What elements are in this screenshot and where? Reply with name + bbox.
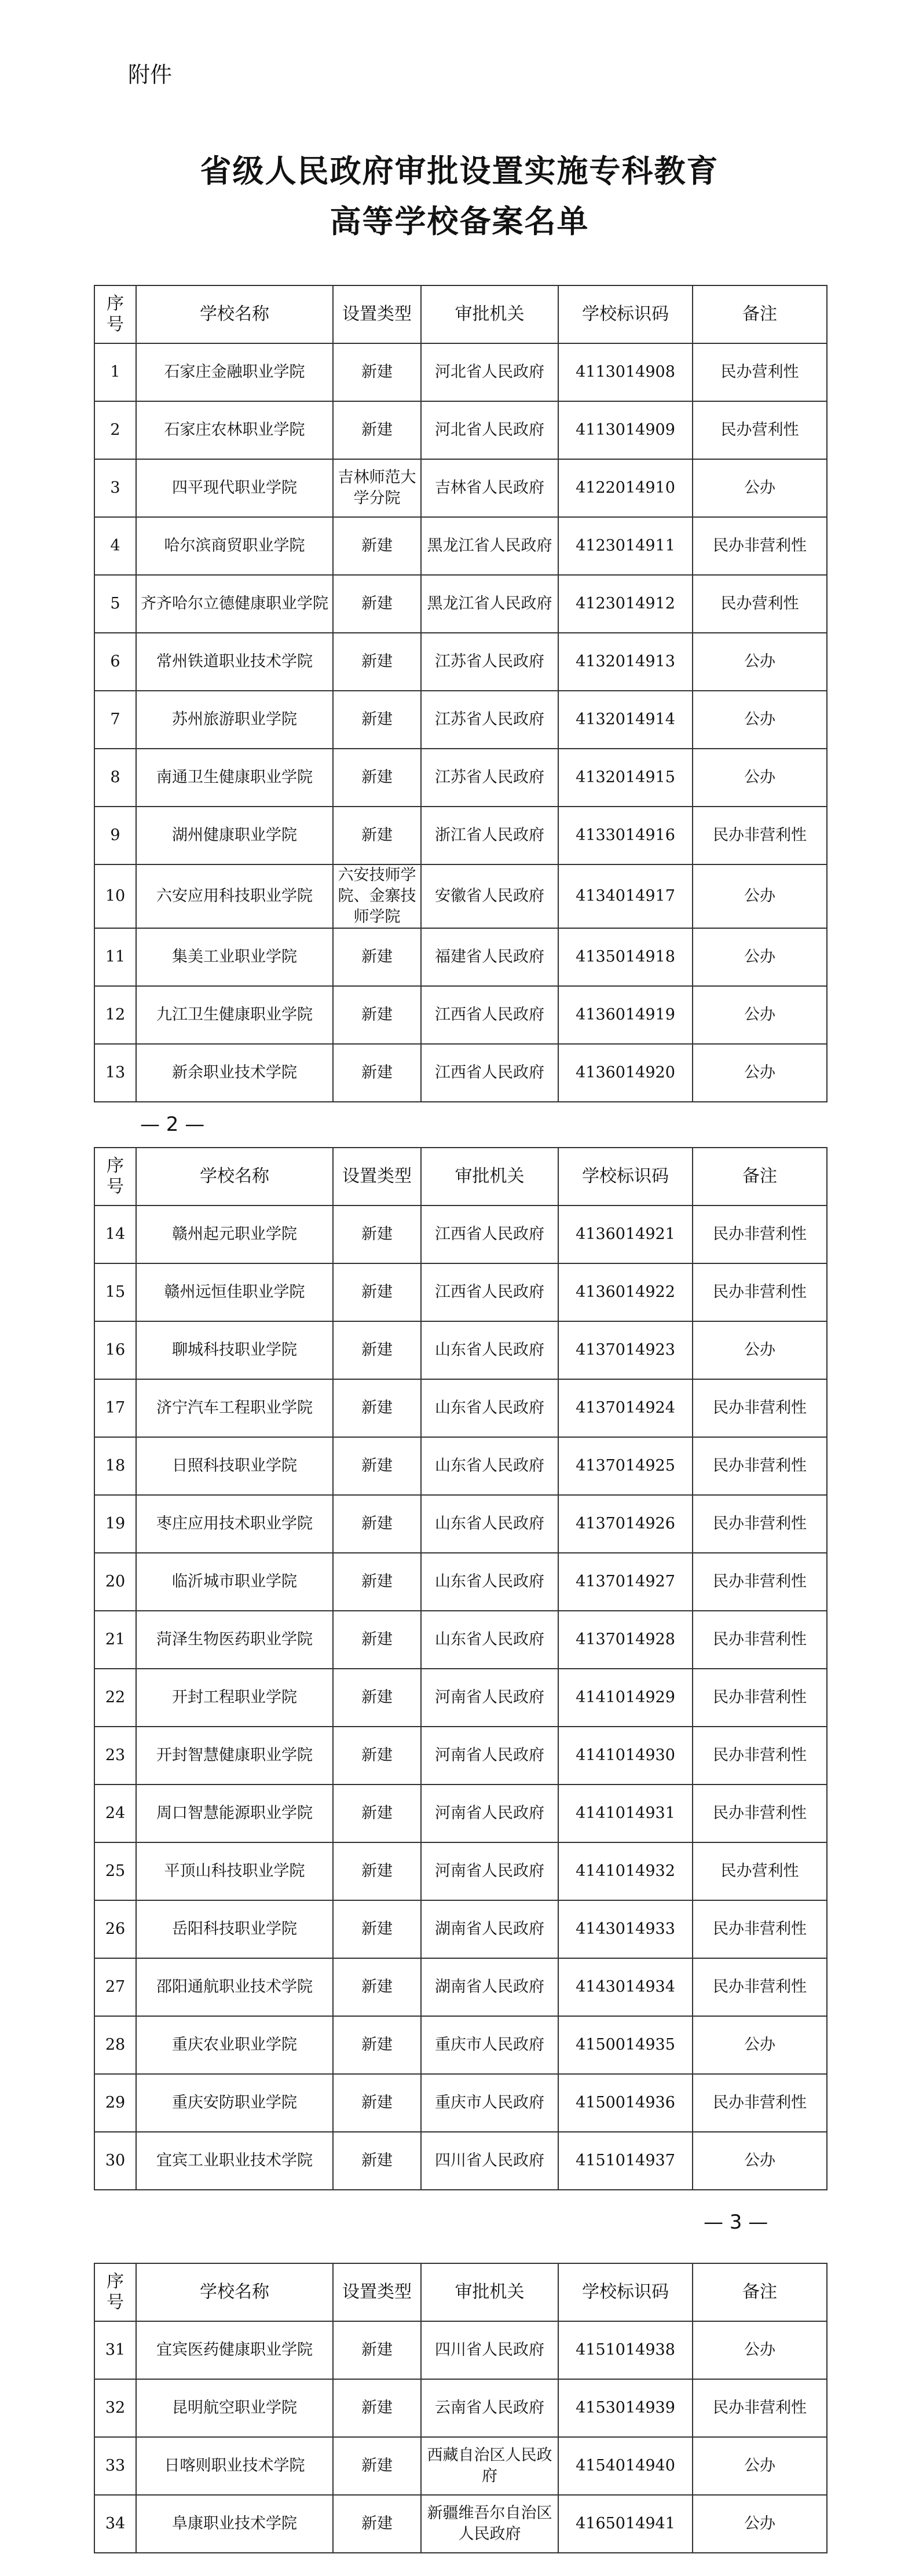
cell-authority: 西藏自治区人民政府: [421, 2437, 558, 2495]
cell-note: 公办: [693, 928, 827, 986]
cell-school-name: 日照科技职业学院: [136, 1437, 333, 1495]
cell-school-name: 平顶山科技职业学院: [136, 1842, 333, 1900]
table-row: [94, 1263, 827, 1321]
table-row: [94, 807, 827, 864]
cell-note: 民办非营利性: [693, 1611, 827, 1669]
cell-note: 民办非营利性: [693, 1958, 827, 2016]
cell-setup-type: 新建: [333, 1727, 421, 1784]
cell-school-code: 4113014908: [558, 343, 693, 401]
cell-seq: 29: [94, 2074, 136, 2132]
cell-school-name: 石家庄农林职业学院: [136, 401, 333, 459]
cell-note: 民办营利性: [693, 575, 827, 633]
header-note: 备注: [693, 1148, 827, 1205]
cell-seq: 8: [94, 749, 136, 807]
cell-setup-type: 新建: [333, 1495, 421, 1553]
cell-school-code: 4137014926: [558, 1495, 693, 1553]
cell-seq: 6: [94, 633, 136, 691]
cell-setup-type: 新建: [333, 2379, 421, 2437]
cell-authority: 山东省人民政府: [421, 1437, 558, 1495]
cell-setup-type: 新建: [333, 2074, 421, 2132]
record-table-page2: [94, 1147, 828, 2190]
cell-school-name: 赣州远恒佳职业学院: [136, 1263, 333, 1321]
cell-school-code: 4132014913: [558, 633, 693, 691]
cell-note: 民办非营利性: [693, 2074, 827, 2132]
cell-school-name: 湖州健康职业学院: [136, 807, 333, 864]
cell-school-name: 周口智慧能源职业学院: [136, 1784, 333, 1842]
cell-authority: 浙江省人民政府: [421, 807, 558, 864]
table-row: [94, 1553, 827, 1611]
cell-school-code: 4137014925: [558, 1437, 693, 1495]
cell-authority: 江苏省人民政府: [421, 691, 558, 749]
cell-note: 公办: [693, 633, 827, 691]
cell-seq: 26: [94, 1900, 136, 1958]
cell-authority: 河南省人民政府: [421, 1842, 558, 1900]
cell-seq: 22: [94, 1669, 136, 1727]
cell-authority: 安徽省人民政府: [421, 864, 558, 928]
cell-note: 公办: [693, 864, 827, 928]
cell-note: 公办: [693, 2321, 827, 2379]
header-code: 学校标识码: [558, 285, 693, 343]
cell-note: 民办非营利性: [693, 1727, 827, 1784]
cell-note: 公办: [693, 459, 827, 517]
cell-seq: 13: [94, 1044, 136, 1102]
cell-seq: 14: [94, 1205, 136, 1263]
cell-authority: 云南省人民政府: [421, 2379, 558, 2437]
cell-note: 公办: [693, 2016, 827, 2074]
document-title-line1: 省级人民政府审批设置实施专科教育: [200, 153, 719, 189]
cell-school-code: 4151014938: [558, 2321, 693, 2379]
cell-seq: 11: [94, 928, 136, 986]
cell-authority: 湖南省人民政府: [421, 1958, 558, 2016]
cell-school-name: 六安应用科技职业学院: [136, 864, 333, 928]
cell-school-name: 赣州起元职业学院: [136, 1205, 333, 1263]
cell-school-name: 邵阳通航职业技术学院: [136, 1958, 333, 2016]
cell-setup-type: 新建: [333, 633, 421, 691]
table-row: [94, 928, 827, 986]
cell-setup-type: 新建: [333, 1379, 421, 1437]
cell-school-code: 4134014917: [558, 864, 693, 928]
cell-seq: 23: [94, 1727, 136, 1784]
table-row: [94, 1044, 827, 1102]
table-row: [94, 2379, 827, 2437]
table-row: [94, 2132, 827, 2190]
cell-school-code: 4137014927: [558, 1553, 693, 1611]
cell-seq: 5: [94, 575, 136, 633]
cell-school-code: 4123014911: [558, 517, 693, 575]
cell-school-code: 4132014914: [558, 691, 693, 749]
cell-school-name: 哈尔滨商贸职业学院: [136, 517, 333, 575]
cell-setup-type: 新建: [333, 1784, 421, 1842]
cell-school-code: 4122014910: [558, 459, 693, 517]
cell-setup-type: 新建: [333, 1437, 421, 1495]
cell-school-code: 4143014933: [558, 1900, 693, 1958]
cell-authority: 河南省人民政府: [421, 1727, 558, 1784]
cell-school-name: 济宁汽车工程职业学院: [136, 1379, 333, 1437]
cell-authority: 河南省人民政府: [421, 1784, 558, 1842]
cell-authority: 江苏省人民政府: [421, 633, 558, 691]
table-header-row: [94, 285, 827, 343]
cell-setup-type: 新建: [333, 517, 421, 575]
table-row: [94, 1958, 827, 2016]
document-title-line2: 高等学校备案名单: [329, 203, 590, 240]
cell-authority: 吉林省人民政府: [421, 459, 558, 517]
header-name: 学校名称: [136, 285, 333, 343]
table-row: [94, 459, 827, 517]
table-row: [94, 1784, 827, 1842]
record-table-page1: [94, 285, 828, 1102]
table-row: [94, 575, 827, 633]
cell-authority: 福建省人民政府: [421, 928, 558, 986]
cell-note: 民办非营利性: [693, 517, 827, 575]
cell-school-name: 阜康职业技术学院: [136, 2495, 333, 2553]
cell-note: 公办: [693, 749, 827, 807]
cell-setup-type: 新建: [333, 1263, 421, 1321]
header-code: 学校标识码: [558, 2263, 693, 2321]
cell-seq: 31: [94, 2321, 136, 2379]
table-row: [94, 864, 827, 928]
cell-note: 公办: [693, 1321, 827, 1379]
cell-school-name: 集美工业职业学院: [136, 928, 333, 986]
cell-authority: 山东省人民政府: [421, 1611, 558, 1669]
table-header-row: [94, 2263, 827, 2321]
cell-setup-type: 新建: [333, 1842, 421, 1900]
cell-school-code: 4151014937: [558, 2132, 693, 2190]
cell-setup-type: 新建: [333, 1669, 421, 1727]
cell-seq: 30: [94, 2132, 136, 2190]
cell-school-code: 4150014935: [558, 2016, 693, 2074]
cell-school-code: 4141014932: [558, 1842, 693, 1900]
cell-seq: 3: [94, 459, 136, 517]
cell-note: 公办: [693, 986, 827, 1044]
table-row: [94, 2495, 827, 2553]
cell-school-name: 昆明航空职业学院: [136, 2379, 333, 2437]
cell-setup-type: 新建: [333, 2016, 421, 2074]
cell-school-code: 4136014919: [558, 986, 693, 1044]
cell-note: 民办非营利性: [693, 1263, 827, 1321]
cell-authority: 江西省人民政府: [421, 1044, 558, 1102]
cell-school-code: 4132014915: [558, 749, 693, 807]
cell-setup-type: 新建: [333, 1900, 421, 1958]
page-number-3: — 3 —: [704, 2211, 768, 2234]
table-row: [94, 633, 827, 691]
header-name: 学校名称: [136, 1148, 333, 1205]
cell-school-code: 4143014934: [558, 1958, 693, 2016]
header-type: 设置类型: [333, 1148, 421, 1205]
cell-school-name: 新余职业技术学院: [136, 1044, 333, 1102]
cell-school-name: 石家庄金融职业学院: [136, 343, 333, 401]
cell-school-code: 4141014929: [558, 1669, 693, 1727]
cell-school-name: 临沂城市职业学院: [136, 1553, 333, 1611]
cell-seq: 9: [94, 807, 136, 864]
table-row: [94, 343, 827, 401]
cell-school-name: 重庆安防职业学院: [136, 2074, 333, 2132]
cell-school-name: 开封智慧健康职业学院: [136, 1727, 333, 1784]
table-row: [94, 749, 827, 807]
cell-setup-type: 新建: [333, 749, 421, 807]
cell-authority: 四川省人民政府: [421, 2321, 558, 2379]
cell-school-name: 宜宾医药健康职业学院: [136, 2321, 333, 2379]
cell-seq: 2: [94, 401, 136, 459]
cell-setup-type: 新建: [333, 1553, 421, 1611]
table-row: [94, 691, 827, 749]
table-row: [94, 1900, 827, 1958]
table-header-row: [94, 1148, 827, 1205]
cell-seq: 7: [94, 691, 136, 749]
cell-school-name: 齐齐哈尔立德健康职业学院: [136, 575, 333, 633]
cell-setup-type: 六安技师学院、金寨技师学院: [333, 864, 421, 928]
cell-school-code: 4137014928: [558, 1611, 693, 1669]
cell-school-code: 4153014939: [558, 2379, 693, 2437]
cell-authority: 江西省人民政府: [421, 1263, 558, 1321]
table-row: [94, 1379, 827, 1437]
cell-setup-type: 新建: [333, 2132, 421, 2190]
cell-setup-type: 新建: [333, 1044, 421, 1102]
table-row: [94, 517, 827, 575]
header-note: 备注: [693, 285, 827, 343]
cell-school-name: 重庆农业职业学院: [136, 2016, 333, 2074]
table-row: [94, 401, 827, 459]
cell-seq: 32: [94, 2379, 136, 2437]
cell-school-code: 4136014922: [558, 1263, 693, 1321]
cell-school-code: 4136014921: [558, 1205, 693, 1263]
cell-school-code: 4133014916: [558, 807, 693, 864]
cell-authority: 江西省人民政府: [421, 986, 558, 1044]
table-row: [94, 1437, 827, 1495]
cell-school-name: 常州铁道职业技术学院: [136, 633, 333, 691]
cell-authority: 重庆市人民政府: [421, 2074, 558, 2132]
cell-school-name: 聊城科技职业学院: [136, 1321, 333, 1379]
header-seq: 序号: [94, 2263, 136, 2321]
cell-setup-type: 新建: [333, 691, 421, 749]
cell-note: 民办非营利性: [693, 1553, 827, 1611]
cell-seq: 4: [94, 517, 136, 575]
cell-authority: 新疆维吾尔自治区人民政府: [421, 2495, 558, 2553]
cell-note: 民办非营利性: [693, 1437, 827, 1495]
cell-school-name: 菏泽生物医药职业学院: [136, 1611, 333, 1669]
cell-school-code: 4135014918: [558, 928, 693, 986]
cell-school-name: 苏州旅游职业学院: [136, 691, 333, 749]
cell-seq: 12: [94, 986, 136, 1044]
header-note: 备注: [693, 2263, 827, 2321]
cell-school-code: 4137014924: [558, 1379, 693, 1437]
cell-note: 公办: [693, 2132, 827, 2190]
cell-authority: 山东省人民政府: [421, 1553, 558, 1611]
cell-note: 民办非营利性: [693, 1900, 827, 1958]
header-type: 设置类型: [333, 2263, 421, 2321]
cell-authority: 重庆市人民政府: [421, 2016, 558, 2074]
cell-note: 公办: [693, 1044, 827, 1102]
cell-authority: 河北省人民政府: [421, 401, 558, 459]
cell-school-code: 4141014930: [558, 1727, 693, 1784]
cell-setup-type: 新建: [333, 986, 421, 1044]
cell-authority: 四川省人民政府: [421, 2132, 558, 2190]
header-code: 学校标识码: [558, 1148, 693, 1205]
cell-seq: 15: [94, 1263, 136, 1321]
cell-authority: 山东省人民政府: [421, 1379, 558, 1437]
cell-school-name: 宜宾工业职业技术学院: [136, 2132, 333, 2190]
cell-note: 民办非营利性: [693, 2379, 827, 2437]
cell-setup-type: 新建: [333, 1611, 421, 1669]
cell-setup-type: 新建: [333, 1205, 421, 1263]
header-seq: 序号: [94, 285, 136, 343]
cell-authority: 江西省人民政府: [421, 1205, 558, 1263]
cell-seq: 18: [94, 1437, 136, 1495]
cell-school-code: 4150014936: [558, 2074, 693, 2132]
cell-seq: 33: [94, 2437, 136, 2495]
cell-setup-type: 新建: [333, 343, 421, 401]
cell-seq: 20: [94, 1553, 136, 1611]
table-row: [94, 1611, 827, 1669]
cell-seq: 27: [94, 1958, 136, 2016]
cell-setup-type: 新建: [333, 928, 421, 986]
cell-school-name: 枣庄应用技术职业学院: [136, 1495, 333, 1553]
cell-note: 公办: [693, 2495, 827, 2553]
table-row: [94, 1321, 827, 1379]
header-authority: 审批机关: [421, 2263, 558, 2321]
header-type: 设置类型: [333, 285, 421, 343]
cell-seq: 28: [94, 2016, 136, 2074]
cell-school-code: 4123014912: [558, 575, 693, 633]
cell-seq: 19: [94, 1495, 136, 1553]
cell-note: 公办: [693, 2437, 827, 2495]
table-row: [94, 1727, 827, 1784]
cell-note: 民办营利性: [693, 1842, 827, 1900]
header-authority: 审批机关: [421, 1148, 558, 1205]
cell-note: 民办非营利性: [693, 807, 827, 864]
cell-school-name: 开封工程职业学院: [136, 1669, 333, 1727]
record-table-page3: [94, 2263, 828, 2553]
table-row: [94, 2437, 827, 2495]
cell-school-code: 4136014920: [558, 1044, 693, 1102]
cell-seq: 10: [94, 864, 136, 928]
cell-seq: 34: [94, 2495, 136, 2553]
cell-setup-type: 新建: [333, 1958, 421, 2016]
cell-note: 民办营利性: [693, 343, 827, 401]
cell-authority: 山东省人民政府: [421, 1495, 558, 1553]
table-row: [94, 986, 827, 1044]
cell-authority: 湖南省人民政府: [421, 1900, 558, 1958]
cell-authority: 江苏省人民政府: [421, 749, 558, 807]
cell-school-code: 4165014941: [558, 2495, 693, 2553]
table-row: [94, 1669, 827, 1727]
cell-seq: 16: [94, 1321, 136, 1379]
cell-setup-type: 吉林师范大学分院: [333, 459, 421, 517]
cell-note: 公办: [693, 691, 827, 749]
cell-authority: 黑龙江省人民政府: [421, 517, 558, 575]
cell-setup-type: 新建: [333, 401, 421, 459]
cell-setup-type: 新建: [333, 2321, 421, 2379]
cell-note: 民办营利性: [693, 401, 827, 459]
page-number-2: — 2 —: [140, 1113, 205, 1136]
cell-seq: 17: [94, 1379, 136, 1437]
cell-seq: 24: [94, 1784, 136, 1842]
cell-authority: 黑龙江省人民政府: [421, 575, 558, 633]
cell-school-code: 4154014940: [558, 2437, 693, 2495]
table-row: [94, 2016, 827, 2074]
cell-seq: 1: [94, 343, 136, 401]
cell-note: 民办非营利性: [693, 1495, 827, 1553]
cell-note: 民办非营利性: [693, 1784, 827, 1842]
cell-school-code: 4113014909: [558, 401, 693, 459]
cell-school-name: 南通卫生健康职业学院: [136, 749, 333, 807]
header-authority: 审批机关: [421, 285, 558, 343]
header-name: 学校名称: [136, 2263, 333, 2321]
cell-school-code: 4137014923: [558, 1321, 693, 1379]
cell-setup-type: 新建: [333, 2437, 421, 2495]
cell-school-name: 岳阳科技职业学院: [136, 1900, 333, 1958]
cell-setup-type: 新建: [333, 807, 421, 864]
table-row: [94, 1842, 827, 1900]
cell-note: 民办非营利性: [693, 1669, 827, 1727]
cell-school-code: 4141014931: [558, 1784, 693, 1842]
attachment-label: 附件: [128, 62, 173, 87]
cell-school-name: 四平现代职业学院: [136, 459, 333, 517]
table-row: [94, 1205, 827, 1263]
table-row: [94, 1495, 827, 1553]
header-seq: 序号: [94, 1148, 136, 1205]
cell-setup-type: 新建: [333, 2495, 421, 2553]
cell-school-name: 日喀则职业技术学院: [136, 2437, 333, 2495]
table-row: [94, 2074, 827, 2132]
cell-authority: 山东省人民政府: [421, 1321, 558, 1379]
cell-seq: 25: [94, 1842, 136, 1900]
cell-note: 民办非营利性: [693, 1205, 827, 1263]
cell-note: 民办非营利性: [693, 1379, 827, 1437]
cell-setup-type: 新建: [333, 1321, 421, 1379]
cell-setup-type: 新建: [333, 575, 421, 633]
cell-seq: 21: [94, 1611, 136, 1669]
cell-authority: 河北省人民政府: [421, 343, 558, 401]
table-row: [94, 2321, 827, 2379]
cell-authority: 河南省人民政府: [421, 1669, 558, 1727]
cell-school-name: 九江卫生健康职业学院: [136, 986, 333, 1044]
